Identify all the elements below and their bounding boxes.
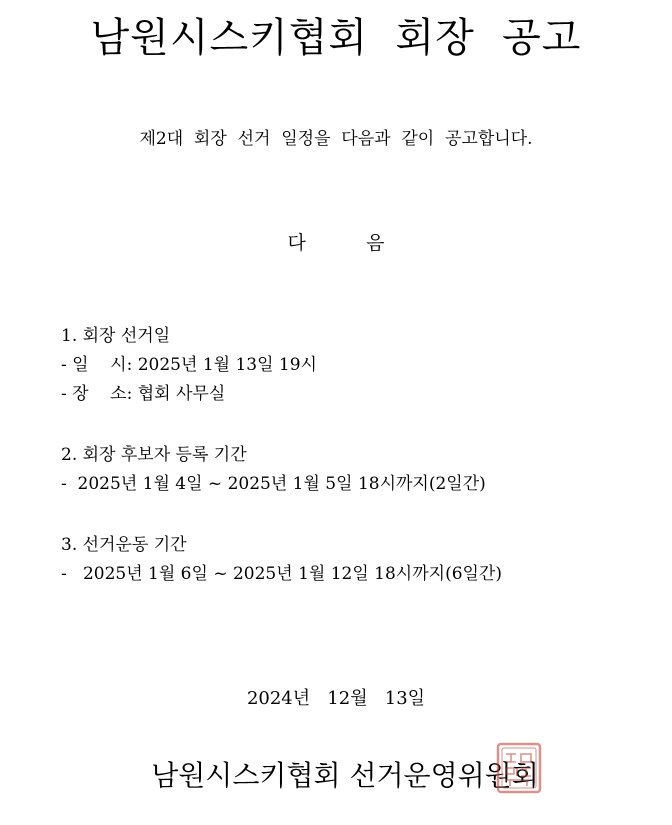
- intro-text: 제2대 회장 선거 일정을 다음과 같이 공고합니다.: [139, 129, 533, 149]
- section-campaign-period: [61, 531, 651, 589]
- campaign-period: - 2025년 1월 6일 ~ 2025년 1월 12일 18시까지(6일간): [61, 564, 502, 584]
- section-title: 2. 회장 후보자 등록 기간: [61, 445, 247, 465]
- election-datetime: - 일 시: 2025년 1월 13일 19시: [61, 355, 317, 375]
- document-title: 남원시스키협회 회장 공고: [90, 15, 582, 61]
- section-election-day: [61, 322, 651, 409]
- official-seal-icon: [496, 742, 542, 794]
- section-candidate-registration: [61, 441, 651, 499]
- section-heading: 다 음: [287, 232, 385, 254]
- signature-block: [0, 754, 672, 794]
- registration-period: - 2025년 1월 4일 ~ 2025년 1월 5일 18시까지(2일간): [61, 474, 486, 494]
- election-location: - 장 소: 협회 사무실: [61, 384, 226, 404]
- section-title: 3. 선거운동 기간: [61, 535, 187, 555]
- signature-text: 남원시스키협회 선거운영위원회: [151, 759, 539, 792]
- document-date: 2024년 12월 13일: [246, 688, 426, 709]
- section-title: 1. 회장 선거일: [61, 326, 171, 346]
- schedule-sections: [61, 322, 651, 621]
